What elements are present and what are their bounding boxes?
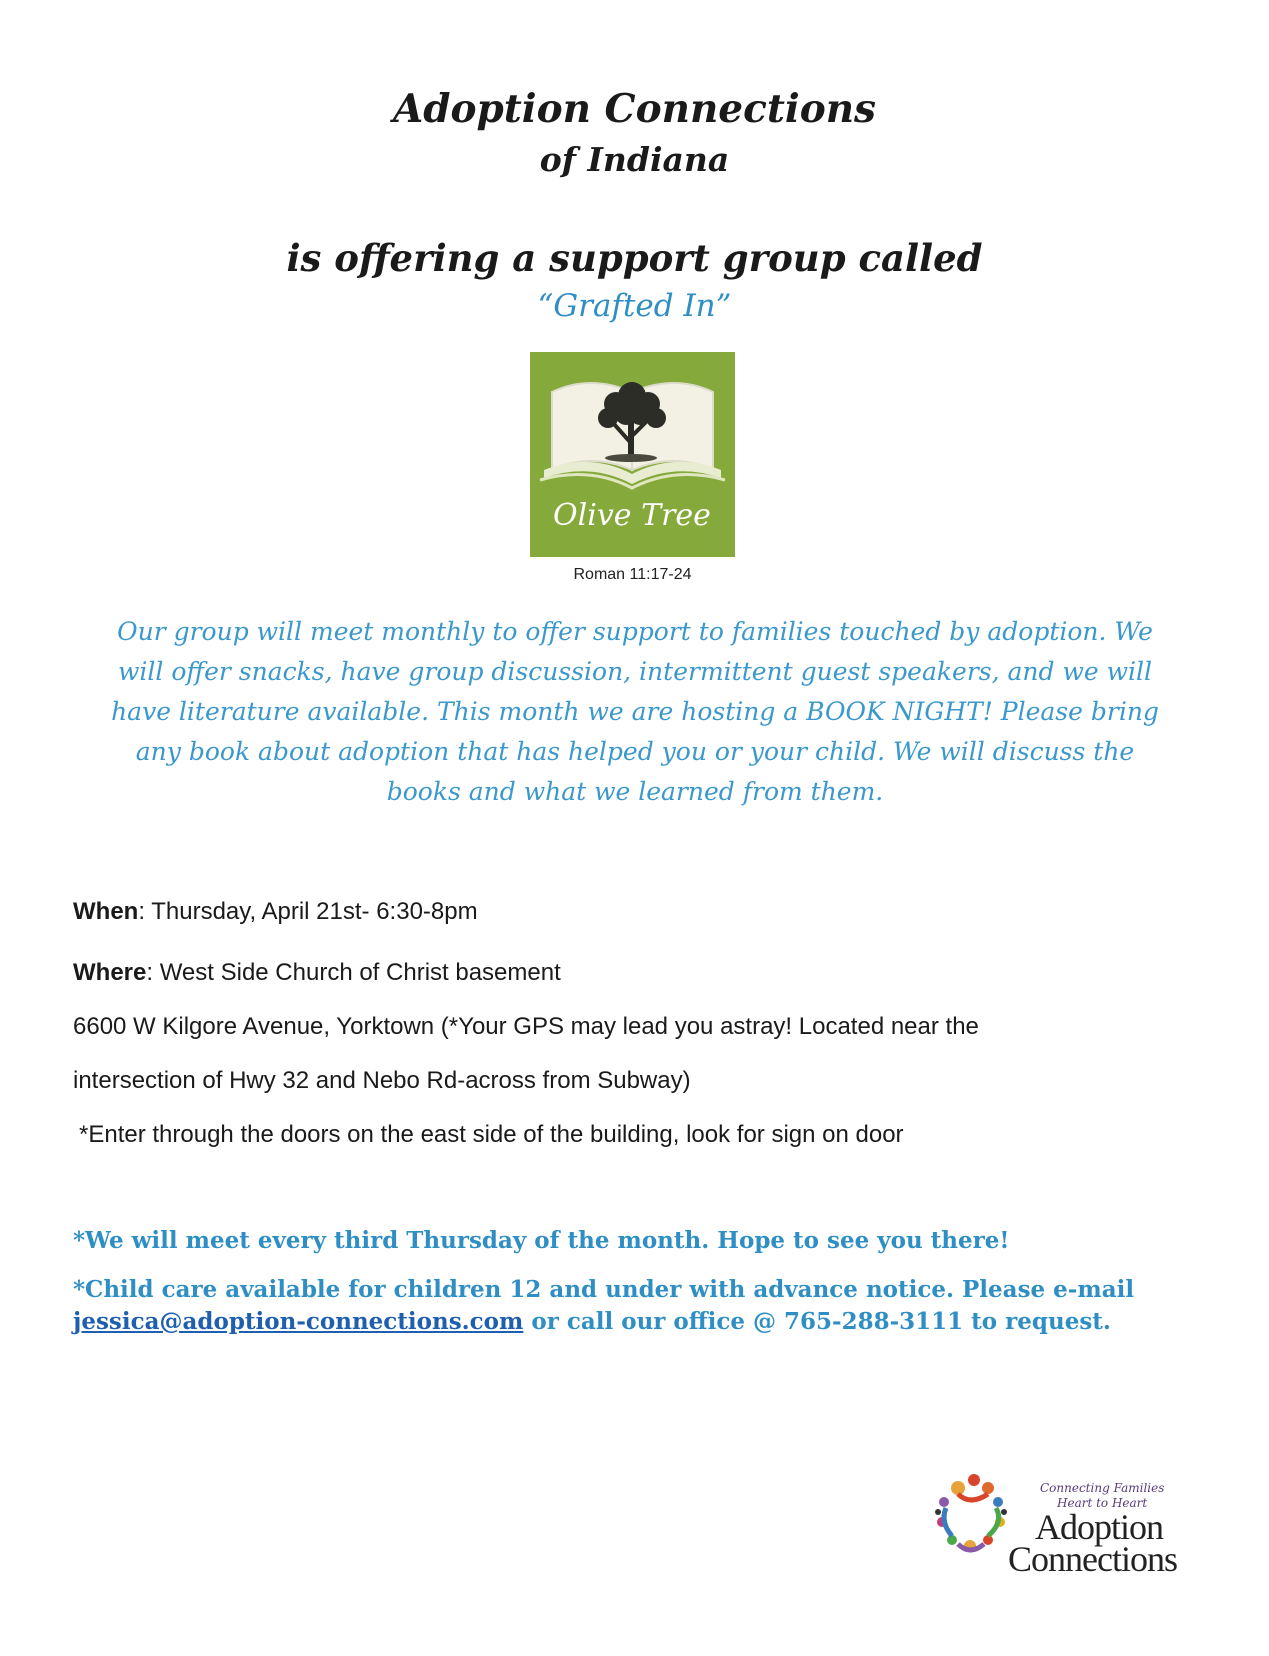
org-subtitle: of Indiana [539, 140, 730, 179]
logo-brand-line-2: Connections [1008, 1539, 1177, 1579]
description-line: will offer snacks, have group discussion, intermittent guest speakers, and we will [118, 657, 1152, 686]
when-label: When [73, 898, 139, 925]
org-title: Adoption Connections [392, 86, 877, 132]
olive-tree-wordmark: Olive Tree [553, 498, 711, 533]
childcare-note-line-1: *Child care available for children 12 and under with advance notice. Please e-mail [73, 1276, 1135, 1303]
where-line [73, 959, 561, 987]
email-link[interactable]: jessica@adoption-connections.com [73, 1308, 524, 1335]
group-name: “Grafted In” [537, 288, 732, 324]
logo-tagline-1: Connecting Families [1040, 1481, 1165, 1495]
offer-heading: is offering a support group called [286, 236, 983, 280]
logo-brand-line-1: Adoption [1035, 1507, 1164, 1547]
childcare-note-line-2 [73, 1308, 1111, 1335]
when-line [73, 898, 478, 926]
when-value: : Thursday, April 21st- 6:30-8pm [138, 898, 478, 925]
description-line: books and what we learned from them. [386, 777, 884, 806]
entrance-note: *Enter through the doors on the east side of the building, look for sign on door [79, 1121, 904, 1148]
where-value: : West Side Church of Christ basement [146, 959, 561, 986]
description-line: have literature available. This month we are hosting a BOOK NIGHT! Please bring [111, 697, 1159, 726]
description-line: any book about adoption that has helped you or your child. We will discuss the [135, 737, 1135, 766]
schedule-note: *We will meet every third Thursday of the month. Hope to see you there! [73, 1227, 1010, 1254]
scripture-reference: Roman 11:17-24 [573, 566, 692, 583]
childcare-note-rest: or call our office @ 765-288-3111 to request. [523, 1308, 1111, 1335]
address-line-2: intersection of Hwy 32 and Nebo Rd-across from Subway) [73, 1067, 691, 1094]
address-line-1: 6600 W Kilgore Avenue, Yorktown (*Your GPS may lead you astray! Located near the [73, 1013, 979, 1040]
olive-tree-logo [530, 352, 735, 557]
where-label: Where [73, 959, 147, 986]
description [70, 612, 1200, 812]
description-line: Our group will meet monthly to offer support to families touched by adoption. We [117, 617, 1153, 646]
logo-tagline-2: Heart to Heart [1057, 1496, 1148, 1510]
